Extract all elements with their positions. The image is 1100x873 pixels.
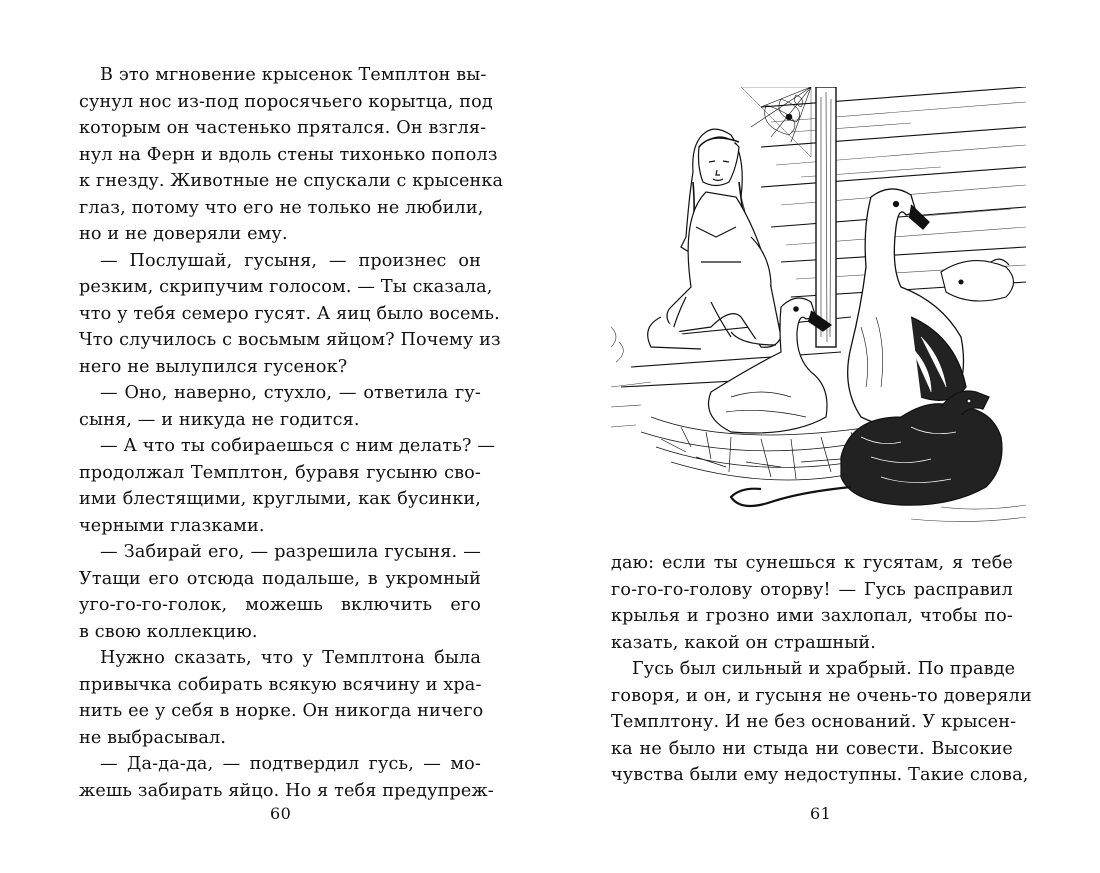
girl-figure (648, 129, 781, 349)
text-line: крылья и грозно ими захлопал, чтобы по- (611, 606, 1013, 626)
text-line: нул на Ферн и вдоль стены тихонько пополз (79, 144, 498, 165)
goose-figure (848, 189, 966, 427)
right-page (550, 0, 1100, 873)
barn-scene-illustration (611, 87, 1026, 529)
text-line: него не вылупился гусенок? (79, 356, 348, 377)
text-line: — Забирай его, — разрешила гусыня. — (100, 542, 481, 562)
text-line: черными глазками. (79, 515, 265, 536)
text-line: продолжал Темплтон, буравя гусыню сво- (79, 462, 481, 483)
text-line: нить ее у себя в норке. Он никогда ничего (79, 701, 484, 721)
text-line: но и не доверяли ему. (79, 224, 288, 244)
text-line: Нужно сказать, что у Темплтона была (100, 648, 481, 668)
page-number-left: 60 (270, 804, 292, 823)
text-line: жешь забирать яйцо. Но я тебя предупреж- (79, 780, 494, 801)
text-line: сунул нос из-под поросячьего корытца, под (79, 91, 493, 112)
text-line: Что случилось с восьмым яйцом? Почему из (79, 330, 501, 350)
text-line: к гнезду. Животные не спускали с крысенка (79, 171, 504, 191)
text-line: не выбрасывал. (79, 727, 227, 748)
text-line: уго-го-го-голок, можешь включить его (79, 595, 481, 615)
right-page-text (611, 550, 1032, 789)
text-line: го-го-го-голову оторву! — Гусь расправил (611, 579, 1013, 600)
piglet-figure (941, 259, 1014, 301)
left-page-text (79, 62, 504, 804)
text-line: резким, скрипучим голосом. — Ты сказала, (79, 277, 493, 297)
text-line: — А что ты собираешься с ним делать? — (100, 436, 496, 456)
text-line: которым он частенько прятался. Он взгля- (79, 118, 487, 138)
cobweb-icon (741, 87, 811, 157)
text-line: Темплтону. И не без оснований. У крысен- (611, 712, 1017, 732)
text-line: говоря, и он, и гусыня не очень-то доверяли (611, 685, 1032, 706)
text-line: в свою коллекцию. (79, 621, 258, 642)
text-line: ими блестящими, круглыми, как бусинки, (79, 489, 481, 509)
text-line: чувства были ему недоступны. Такие слова, (611, 765, 1029, 785)
text-line: ка не было ни стыда ни совести. Высокие (611, 738, 1013, 759)
text-line: глаз, потому что его не только не любили, (79, 197, 484, 218)
text-line: казать, какой он страшный. (611, 632, 877, 653)
text-line: что у тебя семеро гусят. А яиц было восемь. (79, 303, 500, 324)
text-line: — Послушай, гусыня, — произнес он (100, 250, 481, 271)
text-line: — Да-да-да, — подтвердил гусь, — мо- (100, 754, 481, 774)
text-line: привычка собирать всякую всячину и хра- (79, 674, 482, 695)
text-line: Утащи его отсюда подальше, в укромный (79, 568, 481, 589)
text-line: даю: если ты сунешься к гусятам, я тебе (611, 553, 1013, 573)
text-line: В это мгновение крысенок Темплтон вы- (100, 65, 487, 85)
page-number-right: 61 (810, 804, 832, 823)
text-line: сыня, — и никуда не годится. (79, 409, 360, 430)
text-line: — Оно, наверно, стухло, — ответила гу- (100, 383, 481, 403)
text-line: Гусь был сильный и храбрый. По правде (632, 659, 1016, 679)
barn-post (816, 87, 836, 347)
